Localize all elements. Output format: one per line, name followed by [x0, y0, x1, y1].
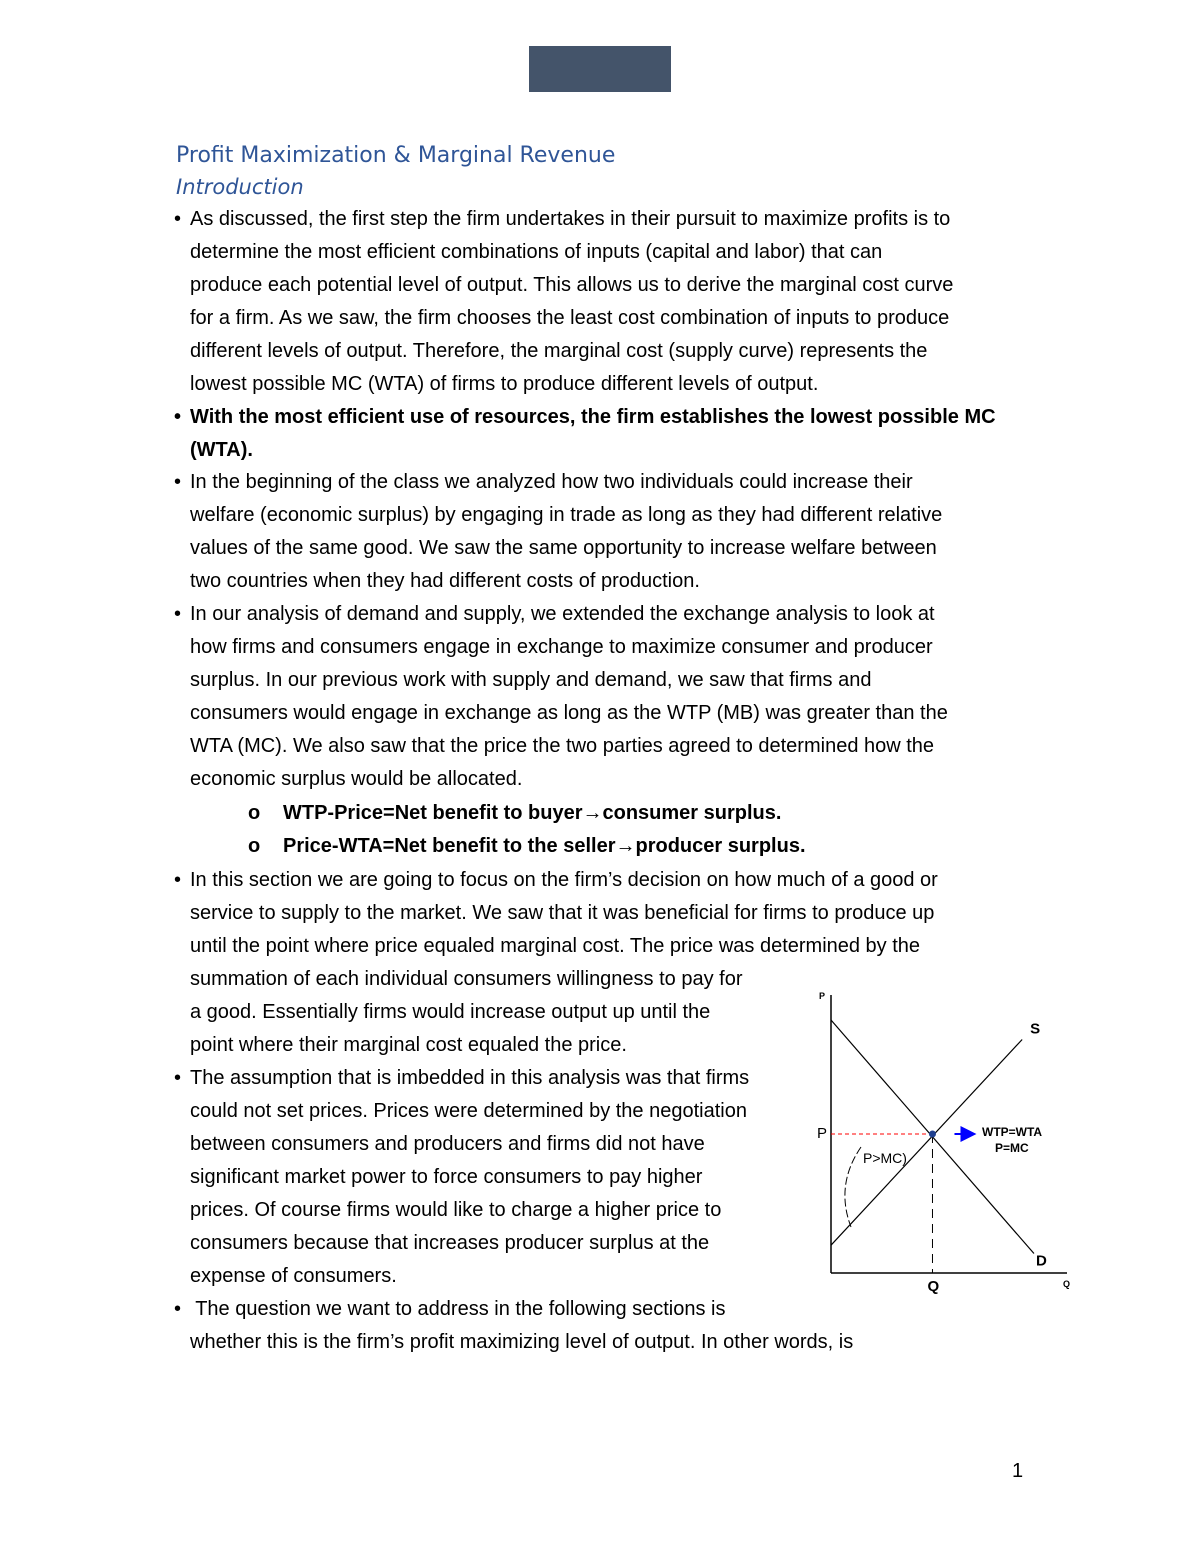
wtp-wta-label: WTP=WTA — [982, 1125, 1043, 1139]
bullet-line: • In our analysis of demand and supply, we extended the exchange analysis to look at — [174, 601, 935, 627]
demand-label: D — [1035, 1252, 1047, 1270]
body-line: two countries when they had different costs of production. — [190, 570, 700, 592]
body-line: surplus. In our previous work with supply and demand, we saw that firms and — [190, 669, 872, 691]
bullet-line: • The assumption that is imbedded in this analysis was that firms — [174, 1065, 749, 1091]
sub-bullet-line: o Price-WTA=Net benefit to the seller→producer surplus. — [248, 835, 806, 857]
body-line: prices. Of course firms would like to charge a higher price to — [190, 1199, 722, 1221]
body-line: between consumers and producers and firms did not have — [190, 1133, 705, 1155]
body-line: economic surplus would be allocated. — [190, 768, 523, 790]
body-line: for a firm. As we saw, the firm chooses the least cost combination of inputs to produce — [190, 307, 950, 329]
bullet-line: • In this section we are going to focus on the firm’s decision on how much of a good or — [174, 867, 938, 893]
supply-label: S — [1030, 1020, 1041, 1038]
p-greater-mc-label: P>MC) — [863, 1150, 907, 1166]
body-line: determine the most efficient combinations of inputs (capital and labor) that can — [190, 241, 883, 263]
body-line: (WTA). — [190, 439, 253, 461]
body-line: could not set prices. Prices were determined by the negotiation — [190, 1100, 747, 1122]
bullet-line: • With the most efficient use of resources, the firm establishes the lowest possible MC — [174, 404, 996, 430]
page-number: 1 — [1012, 1460, 1024, 1482]
supply-demand-chart — [805, 985, 1085, 1295]
p-mc-label: P=MC — [995, 1141, 1029, 1155]
bullet-line: • As discussed, the first step the firm undertakes in their pursuit to maximize profits is to — [174, 206, 950, 232]
quantity-label: Q — [927, 1278, 940, 1295]
bullet-line: • In the beginning of the class we analyzed how two individuals could increase their — [174, 469, 913, 495]
bullet-line: • The question we want to address in the following sections is — [174, 1296, 726, 1322]
body-line: service to supply to the market. We saw that it was beneficial for firms to produce up — [190, 902, 935, 924]
body-line: lowest possible MC (WTA) of firms to produce different levels of output. — [190, 373, 819, 395]
sub-bullet-marker: o — [248, 835, 261, 857]
equilibrium-point — [929, 1131, 936, 1138]
body-line: expense of consumers. — [190, 1265, 397, 1287]
sub-bullet-marker: o — [248, 802, 261, 824]
x-axis-label: Q — [1063, 1279, 1071, 1289]
section-heading: Introduction — [176, 175, 304, 199]
body-line: significant market power to force consumers to pay higher — [190, 1166, 703, 1188]
sub-bullet-line: o WTP-Price=Net benefit to buyer→consumer surplus. — [248, 802, 782, 824]
body-line: a good. Essentially firms would increase output up until the — [190, 1001, 711, 1023]
body-line: WTA (MC). We also saw that the price the two parties agreed to determined how the — [190, 735, 935, 757]
body-line: consumers would engage in exchange as long as the WTP (MB) was greater than the — [190, 702, 948, 724]
body-line: point where their marginal cost equaled the price. — [190, 1034, 627, 1056]
page-title: Profit Maximization & Marginal Revenue — [176, 143, 616, 168]
body-line: consumers because that increases producer surplus at the — [190, 1232, 710, 1254]
supply-curve — [831, 1039, 1022, 1245]
body-line: how firms and consumers engage in exchange to maximize consumer and producer — [190, 636, 933, 658]
price-label: P — [817, 1125, 828, 1142]
body-line: whether this is the firm’s profit maximizing level of output. In other words, is — [190, 1331, 854, 1353]
y-axis-label: P — [819, 991, 826, 1001]
body-line: values of the same good. We saw the same opportunity to increase welfare between — [190, 537, 937, 559]
body-line: produce each potential level of output. This allows us to derive the marginal cost curve — [190, 274, 954, 296]
body-line: summation of each individual consumers willingness to pay for — [190, 968, 743, 990]
body-line: different levels of output. Therefore, the marginal cost (supply curve) represents the — [190, 340, 928, 362]
body-line: welfare (economic surplus) by engaging in trade as long as they had different relative — [190, 504, 943, 526]
header-block — [529, 46, 671, 92]
body-line: until the point where price equaled marginal cost. The price was determined by the — [190, 935, 921, 957]
